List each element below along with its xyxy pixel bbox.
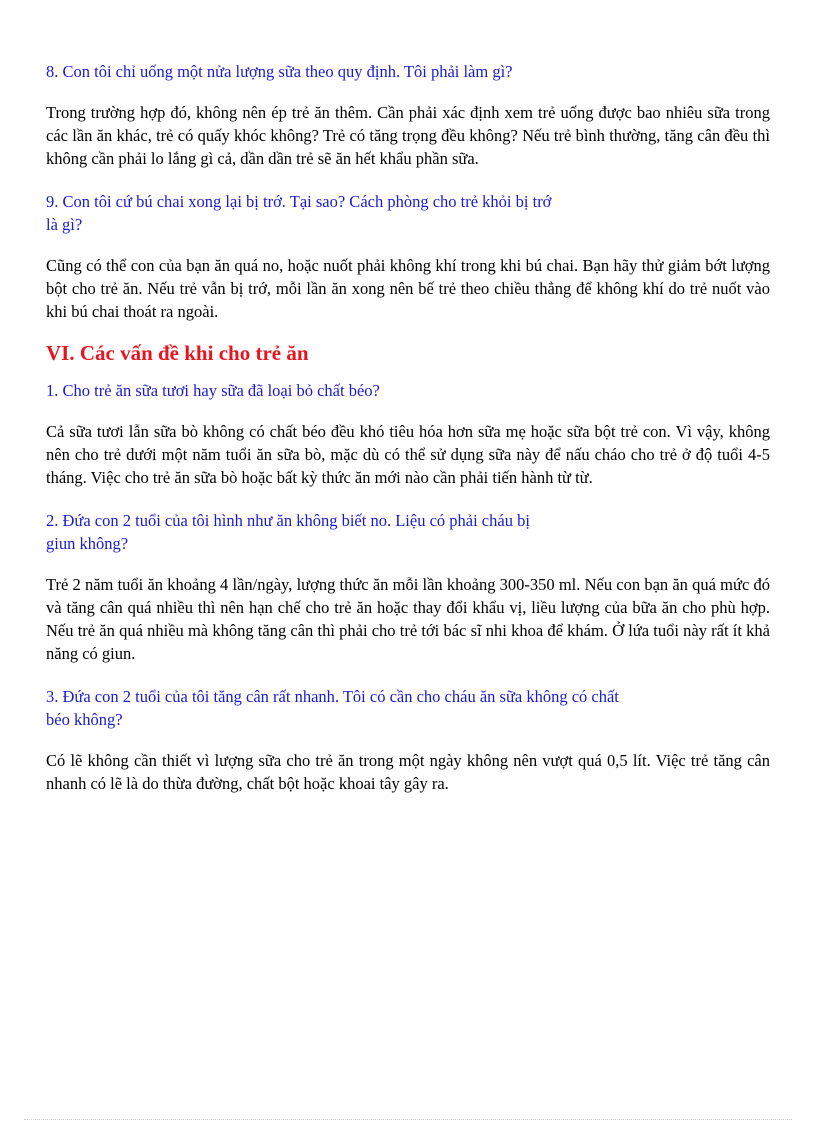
question-line: 8. Con tôi chỉ uống một nửa lượng sữa theo quy định. Tôi phải làm gì? — [46, 62, 513, 81]
answer-paragraph: Cả sữa tươi lẫn sữa bò không có chất béo đều khó tiêu hóa hơn sữa mẹ hoặc sữa bột trẻ con. Vì vậy, không nên cho trẻ dưới một năm tuổi ăn sữa bò, mặc dù có thể sử dụng sữa này để nấu cháo cho trẻ ở độ tuổi 4-5 tháng. Việc cho trẻ ăn sữa bò hoặc bất kỳ thức ăn mới nào cần phải tiến hành từ từ. — [46, 422, 770, 487]
question-heading — [46, 685, 770, 731]
qa-block-vi-1 — [46, 379, 770, 489]
question-line: 9. Con tôi cứ bú chai xong lại bị trớ. Tại sao? Cách phòng cho trẻ khỏi bị trớ — [46, 192, 552, 211]
question-line: 1. Cho trẻ ăn sữa tươi hay sữa đã loại bỏ chất béo? — [46, 381, 380, 400]
question-heading — [46, 509, 770, 555]
question-heading — [46, 379, 770, 402]
page-bottom-divider — [24, 1119, 792, 1120]
qa-block-vi-2 — [46, 509, 770, 665]
document-page — [46, 60, 770, 795]
question-heading — [46, 190, 770, 236]
question-line: là gì? — [46, 215, 83, 234]
answer-paragraph: Cũng có thể con của bạn ăn quá no, hoặc nuốt phải không khí trong khi bú chai. Bạn hãy thử giảm bớt lượng bột cho trẻ ăn. Nếu trẻ vẫn bị trớ, mỗi lần ăn xong nên bế trẻ theo chiều thẳng để không khí do trẻ nuốt vào khi bú chai thoát ra ngoài. — [46, 256, 770, 321]
question-line: 3. Đứa con 2 tuổi của tôi tăng cân rất nhanh. Tôi có cần cho cháu ăn sữa không có chất — [46, 687, 619, 706]
question-line: béo không? — [46, 710, 123, 729]
question-line: giun không? — [46, 534, 129, 553]
qa-block-9 — [46, 190, 770, 323]
qa-block-vi-3 — [46, 685, 770, 795]
answer-paragraph: Có lẽ không cần thiết vì lượng sữa cho trẻ ăn trong một ngày không nên vượt quá 0,5 lít. Việc trẻ tăng cân nhanh có lẽ là do thừa đường, chất bột hoặc khoai tây gây ra. — [46, 751, 770, 793]
question-line: 2. Đứa con 2 tuổi của tôi hình như ăn không biết no. Liệu có phải cháu bị — [46, 511, 530, 530]
answer-paragraph: Trẻ 2 năm tuổi ăn khoảng 4 lần/ngày, lượng thức ăn mỗi lần khoảng 300-350 ml. Nếu con bạn ăn quá mức đó và tăng cân quá nhiều thì nên hạn chế cho trẻ ăn hoặc thay đổi khẩu vị, liều lượng của bữa ăn cho phù hợp. Nếu trẻ ăn quá nhiều mà không tăng cân thì phải cho trẻ tới bác sĩ nhi khoa để khám. Ở lứa tuổi này rất ít khả năng có giun. — [46, 575, 770, 663]
section-heading: VI. Các vấn đề khi cho trẻ ăn — [46, 341, 309, 365]
qa-block-8 — [46, 60, 770, 170]
question-heading — [46, 60, 770, 83]
answer-paragraph: Trong trường hợp đó, không nên ép trẻ ăn thêm. Cần phải xác định xem trẻ uống được bao nhiêu sữa trong các lần ăn khác, trẻ có quấy khóc không? Trẻ có tăng trọng đều không? Nếu trẻ bình thường, tăng cân đều thì không cần phải lo lắng gì cả, dần dần trẻ sẽ ăn hết khẩu phần sữa. — [46, 103, 770, 168]
